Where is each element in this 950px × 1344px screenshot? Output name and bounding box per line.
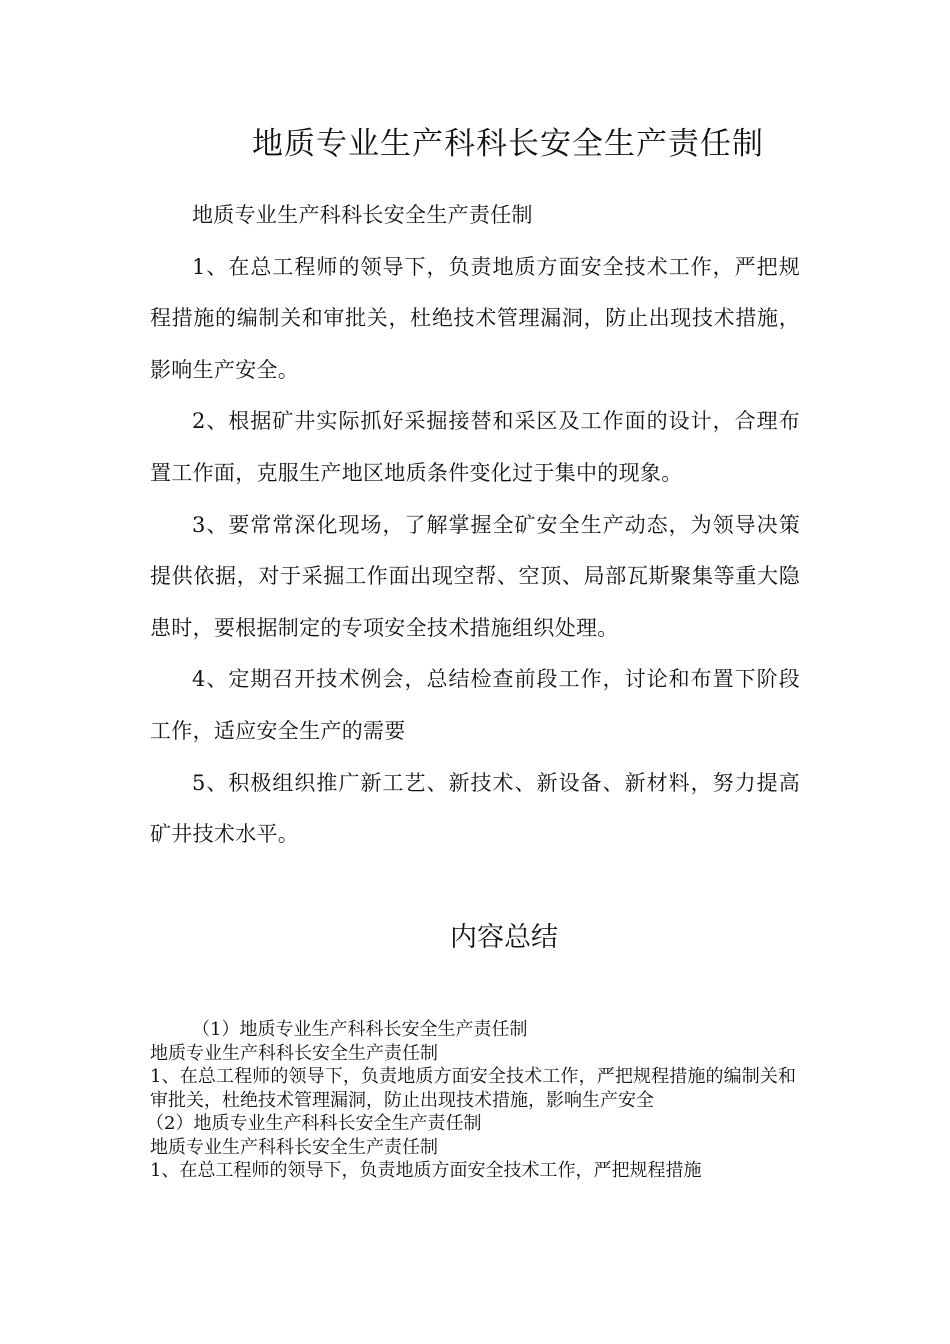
paragraph-item-2: 2、根据矿井实际抓好采掘接替和采区及工作面的设计，合理布置工作面，克服生产地区地质条件变化过于集中的现象。: [150, 409, 800, 485]
paragraph-item-1: 1、在总工程师的领导下，负责地质方面安全技术工作，严把规程措施的编制关和审批关，杜绝技术管理漏洞，防止出现技术措施，影响生产安全。: [150, 254, 800, 382]
paragraph-item-4: 4、定期召开技术例会，总结检查前段工作，讨论和布置下阶段工作，适应安全生产的需要: [150, 667, 800, 743]
summary-line: 地质专业生产科科长安全生产责任制: [150, 1136, 438, 1158]
paragraph-item-5: 5、积极组织推广新工艺、新技术、新设备、新材料，努力提高矿井技术水平。: [150, 770, 800, 847]
summary-line: （2）地质专业生产科科长安全生产责任制: [146, 1113, 482, 1134]
document-title: 地质专业生产科科长安全生产责任制: [252, 126, 764, 162]
summary-title: 内容总结: [450, 922, 558, 953]
summary-line: 1、在总工程师的领导下，负责地质方面安全技术工作，严把规程措施: [150, 1160, 702, 1181]
summary-section: [146, 1018, 800, 1183]
summary-line: （1）地质专业生产科科长安全生产责任制: [192, 1019, 528, 1040]
summary-line: 地质专业生产科科长安全生产责任制: [150, 1042, 438, 1064]
paragraph-heading: 地质专业生产科科长安全生产责任制: [192, 203, 533, 227]
document-body: [150, 190, 800, 861]
summary-line: 1、在总工程师的领导下，负责地质方面安全技术工作，严把规程措施的编制关和审批关，杜绝技术管理漏洞，防止出现技术措施，影响生产安全: [150, 1066, 796, 1111]
paragraph-item-3: 3、要常常深化现场，了解掌握全矿安全生产动态，为领导决策提供依据，对于采掘工作面出现空帮、空顶、局部瓦斯聚集等重大隐患时，要根据制定的专项安全技术措施组织处理。: [150, 512, 800, 640]
